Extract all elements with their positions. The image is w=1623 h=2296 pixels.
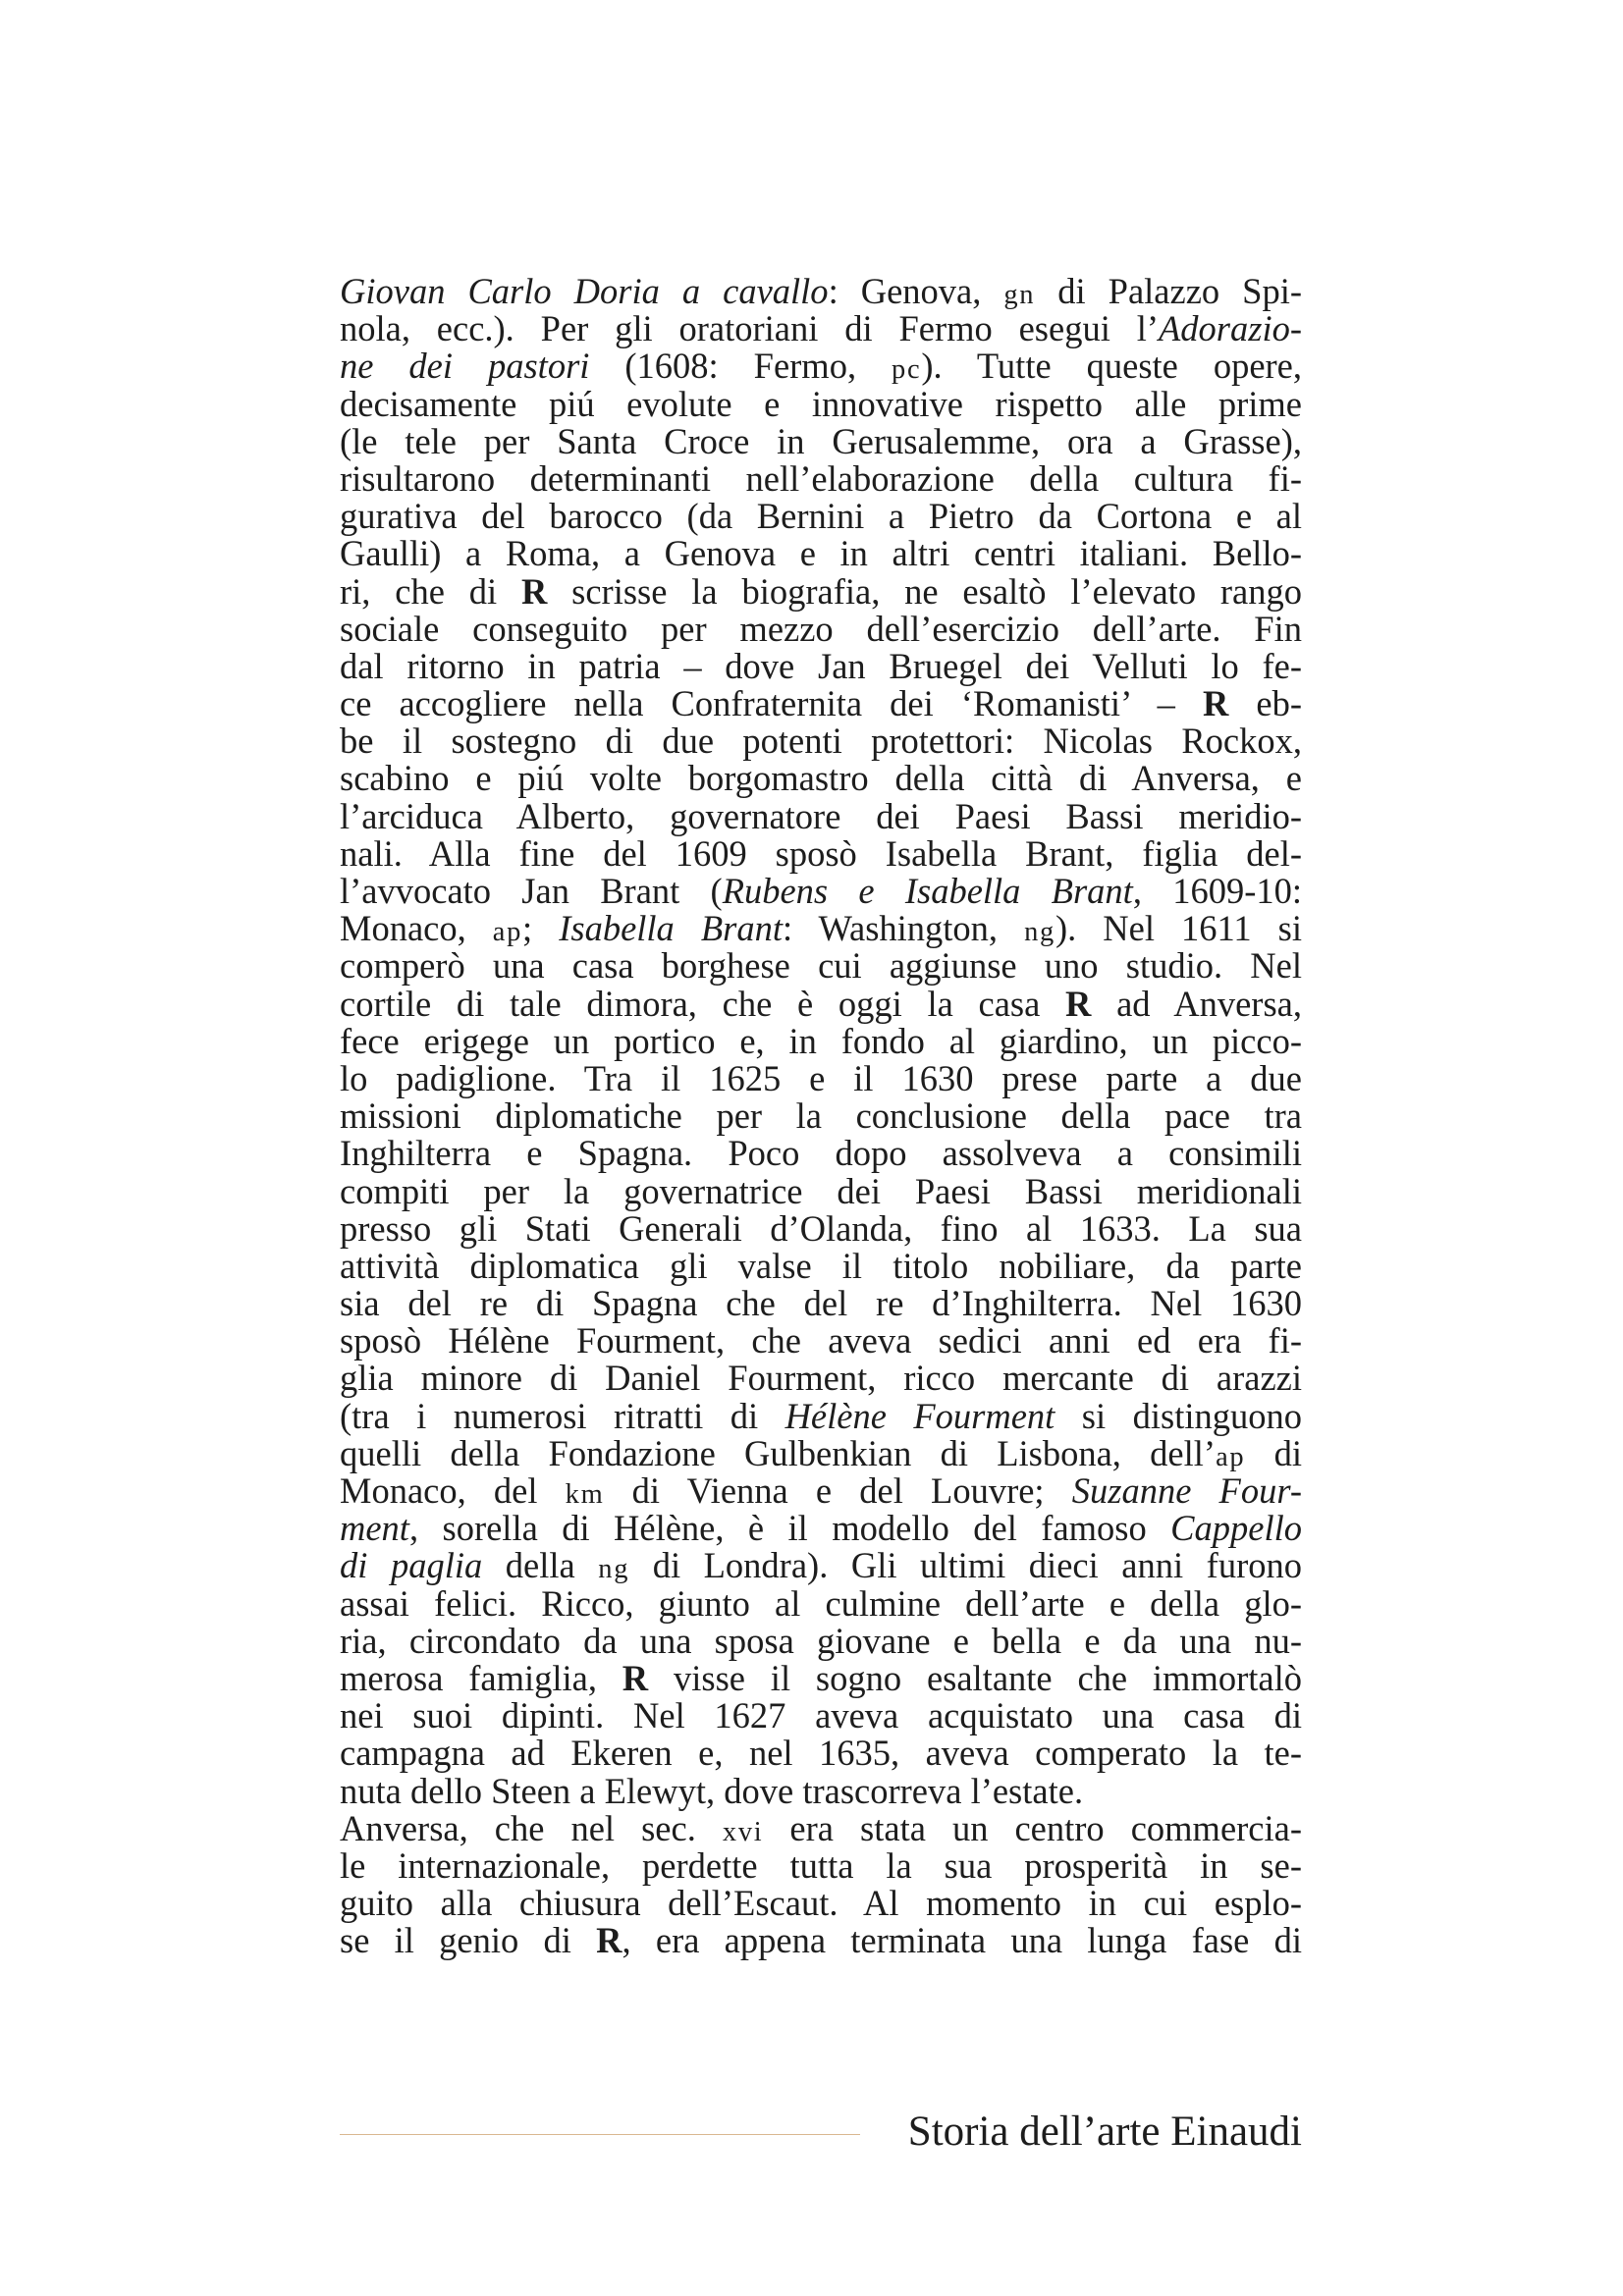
text-line [340,1322,1302,1360]
italic-title: Adorazio- [1159,308,1302,349]
italic-title: Isabella Brant [559,908,783,949]
text-segment: (tra i numerosi ritratti di [340,1395,785,1436]
text-line [340,570,1302,612]
bold-initial: R [622,1657,649,1698]
text-line [340,1885,1302,1922]
text-segment: glia minore di Daniel Fourment, ricco mercante di arazzi [340,1358,1302,1399]
abbreviation: km [565,1479,605,1510]
bold-initial: R [1202,683,1229,724]
italic-title: Cappello [1170,1508,1302,1549]
text-segment: ad Anversa, [1091,983,1302,1024]
text-segment: fece erigege un portico e, in fondo al giardino, un picco- [340,1020,1302,1061]
italic-title: di paglia [340,1545,483,1586]
text-segment: scrisse la biografia, ne esaltò l’elevato rango [547,570,1302,612]
italic-title: ment [340,1508,409,1549]
abbreviation: gn [1003,280,1036,310]
text-segment: di Palazzo Spi- [1035,271,1302,311]
text-segment: di [1245,1432,1302,1473]
bold-initial: R [520,570,548,612]
text-line [340,498,1302,535]
text-line [340,760,1302,797]
text-line [340,1547,1302,1584]
text-segment: si distinguono [1055,1395,1302,1436]
text-line [340,1285,1302,1322]
text-line [340,420,1302,461]
text-segment: se il genio di [340,1920,597,1961]
text-line [340,1207,1302,1249]
text-segment: : Genova, [828,271,1004,311]
abbreviation: ng [598,1554,630,1585]
bold-initial: R [1065,983,1092,1024]
text-segment: guito alla chiusura dell’Escaut. Al momento in cui esplo- [340,1883,1302,1924]
text-segment: Inghilterra e Spagna. Poco dopo assolveva a consimili [340,1133,1302,1174]
text-segment: nali. Alla fine del 1609 sposò Isabella Brant, figlia del- [340,832,1302,874]
text-line [340,873,1302,910]
italic-title: Suzanne Four- [1071,1470,1302,1511]
text-segment: attività diplomatica gli valse il titolo nobiliare, da parte [340,1245,1302,1286]
text-segment: nei suoi dipinti. Nel 1627 aveva acquistato una casa di [340,1695,1302,1736]
abbreviation: ap [492,917,523,948]
text-line [340,1770,1302,1811]
text-line [340,1020,1302,1061]
text-line [340,722,1302,760]
text-segment: ; [522,908,560,949]
text-segment: della [482,1545,599,1586]
abbreviation: xvi [722,1816,764,1847]
text-segment: missioni diplomatiche per la conclusione della pace tra [340,1095,1302,1137]
abbreviation: ap [1216,1441,1246,1472]
text-line [340,1432,1302,1473]
italic-title: ne dei pastori [340,346,590,387]
text-line [340,1360,1302,1397]
text-segment: ce accogliere nella Confraternita dei ‘Romanisti’ – [340,683,1203,724]
italic-title: Hélène Fourment [784,1395,1055,1436]
text-line [340,535,1302,572]
abbreviation: pc [892,354,922,386]
footer-rule [340,2134,860,2135]
text-line [340,1735,1302,1772]
bold-initial: R [596,1920,622,1961]
text-segment: risultarono determinanti nell’elaborazione della cultura fi- [340,457,1302,499]
text-line [340,1697,1302,1735]
text-line [340,1922,1302,1959]
text-segment: : Washington, [782,908,1025,949]
text-segment: dal ritorno in patria – dove Jan Bruegel dei Velluti lo fe- [340,645,1302,686]
text-line [340,983,1302,1024]
text-segment: Monaco, [340,908,493,949]
text-line [340,1807,1302,1848]
text-segment: (le tele per Santa Croce in Gerusalemme, ora a Grasse), [340,420,1302,461]
text-segment: Anversa, che nel sec. [340,1807,723,1848]
text-segment: di Vienna e del Louvre; [604,1470,1072,1511]
text-line [340,1395,1302,1436]
footer-title: Storia dell’arte Einaudi [907,2109,1302,2155]
text-line [340,383,1302,424]
italic-title: Rubens e Isabella Brant [722,871,1133,911]
text-segment: , era appena terminata una lunga fase di [622,1920,1302,1961]
text-segment: era stata un centro commercia- [763,1807,1302,1848]
text-segment: ri, che di [340,570,521,612]
text-line [340,273,1302,310]
text-segment: nola, ecc.). Per gli oratoriani di Fermo esegui l’ [340,308,1159,349]
text-line [340,1245,1302,1286]
text-segment: compiti per la governatrice dei Paesi Bassi meridionali [340,1170,1302,1211]
text-line [340,947,1302,985]
text-segment: lo padiglione. Tra il 1625 e il 1630 prese parte a due [340,1057,1302,1098]
text-line [340,1582,1302,1624]
text-segment: assai felici. Ricco, giunto al culmine dell’arte e della glo- [340,1582,1302,1624]
text-line [340,457,1302,499]
text-line [340,832,1302,874]
text-segment: scabino e piú volte borgomastro della città di Anversa, e [340,758,1302,799]
text-line [340,1097,1302,1135]
text-segment: merosa famiglia, [340,1657,622,1698]
text-line [340,347,1302,385]
body-text [340,273,1302,1959]
text-segment: le internazionale, perdette tutta la sua prosperità in se- [340,1844,1302,1886]
text-segment: (1608: Fermo, [589,346,893,387]
text-segment: l’avvocato Jan Brant ( [340,871,723,911]
text-line [340,1135,1302,1172]
text-line [340,1657,1302,1698]
text-line [340,1472,1302,1510]
text-line [340,645,1302,686]
text-segment: campagna ad Ekeren e, nel 1635, aveva comperato la te- [340,1733,1302,1774]
text-line [340,910,1302,947]
text-segment: visse il sogno esaltante che immortalò [648,1657,1302,1698]
text-segment: presso gli Stati Generali d’Olanda, fino al 1633. La sua [340,1207,1302,1249]
text-segment: Monaco, del [340,1470,566,1511]
text-segment: nuta dello Steen a Elewyt, dove trascorreva l’estate. [340,1770,1084,1811]
text-segment: sia del re di Spagna che del re d’Inghilterra. Nel 1630 [340,1283,1302,1324]
text-line [340,685,1302,722]
text-line [340,1620,1302,1661]
text-segment: sociale conseguito per mezzo dell’esercizio dell’arte. Fin [340,608,1302,649]
text-line [340,1170,1302,1211]
text-segment: ). Nel 1611 si [1055,908,1302,949]
text-segment: eb- [1228,683,1302,724]
text-segment: comperò una casa borghese cui aggiunse uno studio. Nel [340,945,1302,987]
text-segment: sposò Hélène Fourment, che aveva sedici anni ed era fi- [340,1320,1302,1362]
text-line [340,310,1302,347]
text-line [340,1844,1302,1886]
text-segment: quelli della Fondazione Gulbenkian di Lisbona, dell’ [340,1432,1217,1473]
text-segment: decisamente piú evolute e innovative rispetto alle prime [340,383,1302,424]
text-segment: Gaulli) a Roma, a Genova e in altri centri italiani. Bello- [340,533,1302,574]
italic-title: Giovan Carlo Doria a cavallo [340,271,829,311]
text-line [340,608,1302,649]
text-segment: ria, circondato da una sposa giovane e bella e da una nu- [340,1620,1302,1661]
text-line [340,1057,1302,1098]
text-line [340,1510,1302,1547]
text-segment: di Londra). Gli ultimi dieci anni furono [629,1545,1302,1586]
text-segment: , 1609-10: [1132,871,1302,911]
text-segment: gurativa del barocco (da Bernini a Pietro da Cortona e al [340,496,1302,537]
text-line [340,795,1302,836]
text-segment: be il sostegno di due potenti protettori: Nicolas Rockox, [340,721,1302,762]
text-segment: cortile di tale dimora, che è oggi la casa [340,983,1066,1024]
text-segment: l’arciduca Alberto, governatore dei Paesi Bassi meridio- [340,795,1302,836]
text-segment: ). Tutte queste opere, [921,346,1303,387]
text-segment: , sorella di Hélène, è il modello del famoso [408,1508,1171,1549]
abbreviation: ng [1024,917,1055,948]
